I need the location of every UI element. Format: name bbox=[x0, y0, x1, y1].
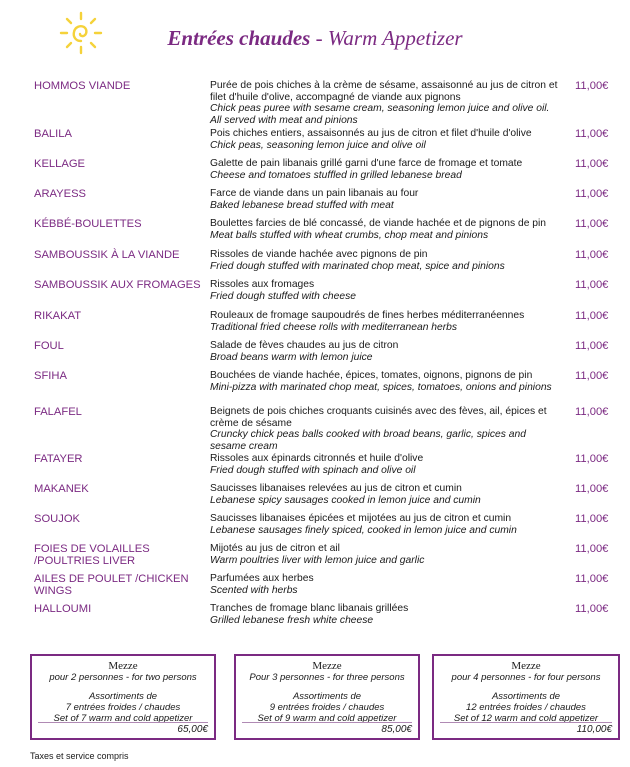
item-price: 11,00€ bbox=[575, 603, 609, 615]
item-desc-fr: Rouleaux de fromage saupoudrés de fines herbes méditerranéennes bbox=[210, 310, 525, 321]
menu-item bbox=[0, 128, 630, 156]
item-desc-fr: Galette de pain libanais grillé garni d'une farce de fromage et tomate bbox=[210, 158, 523, 169]
item-price: 11,00€ bbox=[575, 218, 609, 230]
mezze-divider bbox=[242, 722, 412, 723]
item-name: HOMMOS VIANDE bbox=[34, 80, 131, 92]
item-name: RIKAKAT bbox=[34, 310, 82, 322]
item-price: 11,00€ bbox=[575, 310, 609, 322]
item-name: SAMBOUSSIK AUX FROMAGES bbox=[34, 279, 201, 291]
item-name: KÉBBÉ-BOULETTES bbox=[34, 218, 142, 230]
item-desc-fr: Rissoles aux épinards citronnés et huile d'olive bbox=[210, 453, 424, 464]
item-name: SAMBOUSSIK À LA VIANDE bbox=[34, 249, 180, 261]
item-description bbox=[210, 513, 562, 536]
menu-item bbox=[0, 370, 630, 404]
item-desc-en: Lebanese spicy sausages cooked in lemon juice and cumin bbox=[210, 494, 481, 506]
item-price: 11,00€ bbox=[575, 158, 609, 170]
item-desc-en: Fried dough stuffed with spinach and olive oil bbox=[210, 464, 416, 476]
mezze-assort-3: Set of 9 warm and cold appetizer bbox=[257, 713, 397, 724]
mezze-box-4 bbox=[432, 654, 620, 740]
mezze-title: Mezze bbox=[312, 660, 342, 672]
item-desc-en: Cruncky chick peas balls cooked with broad beans, garlic, spices and sesame cream bbox=[210, 429, 526, 452]
item-desc-fr: Beignets de pois chiches croquants cuisinés avec des fèves, ail, épices et crème de sésame bbox=[210, 406, 547, 429]
mezze-persons: pour 2 personnes - for two persons bbox=[49, 672, 197, 683]
menu-item bbox=[0, 188, 630, 216]
item-desc-fr: Mijotés au jus de citron et ail bbox=[210, 543, 340, 554]
item-price: 11,00€ bbox=[575, 80, 609, 92]
item-price: 11,00€ bbox=[575, 513, 609, 525]
menu-item bbox=[0, 483, 630, 511]
menu-item bbox=[0, 310, 630, 338]
item-description bbox=[210, 370, 562, 393]
menu-item bbox=[0, 513, 630, 541]
mezze-divider bbox=[440, 722, 612, 723]
item-description bbox=[210, 483, 562, 506]
item-desc-fr: Farce de viande dans un pain libanais au four bbox=[210, 188, 419, 199]
item-name: FOIES DE VOLAILLES /POULTRIES LIVER bbox=[34, 543, 150, 567]
item-desc-en: Meat balls stuffed with wheat crumbs, chop meat and pinions bbox=[210, 229, 489, 241]
mezze-assort-2: 9 entrées froides / chaudes bbox=[269, 702, 385, 713]
mezze-assort-1: Assortiments de bbox=[88, 691, 158, 702]
menu-item bbox=[0, 573, 630, 601]
menu-item bbox=[0, 406, 630, 452]
item-price: 11,00€ bbox=[575, 543, 609, 555]
item-name: SFIHA bbox=[34, 370, 67, 382]
mezze-persons: pour 4 personnes - for four persons bbox=[451, 672, 601, 683]
item-description bbox=[210, 573, 562, 596]
item-desc-en: Fried dough stuffed with marinated chop meat, spice and pinions bbox=[210, 260, 505, 272]
menu-item bbox=[0, 218, 630, 246]
item-desc-fr: Rissoles aux fromages bbox=[210, 279, 315, 290]
item-desc-en: Chick peas, seasoning lemon juice and olive oil bbox=[210, 139, 426, 151]
menu-item bbox=[0, 279, 630, 307]
item-desc-fr: Parfumées aux herbes bbox=[210, 573, 314, 584]
item-description bbox=[210, 543, 562, 566]
item-desc-en: Scented with herbs bbox=[210, 584, 298, 596]
mezze-price: 85,00€ bbox=[381, 724, 412, 735]
menu-item bbox=[0, 249, 630, 277]
page-title bbox=[0, 26, 630, 51]
item-description bbox=[210, 188, 562, 211]
item-desc-en: Lebanese sausages finely spiced, cooked in lemon juice and cumin bbox=[210, 524, 517, 536]
item-price: 11,00€ bbox=[575, 128, 609, 140]
item-desc-en: Mini-pizza with marinated chop meat, spices, tomatoes, onions and pinions bbox=[210, 381, 552, 393]
item-description bbox=[210, 310, 562, 333]
item-name: MAKANEK bbox=[34, 483, 89, 495]
footer-note: Taxes et service compris bbox=[30, 751, 129, 761]
title-en: Warm Appetizer bbox=[327, 26, 463, 50]
menu-item bbox=[0, 603, 630, 631]
mezze-assort-2: 7 entrées froides / chaudes bbox=[65, 702, 181, 713]
item-name: FATAYER bbox=[34, 453, 83, 465]
title-fr: Entrées chaudes bbox=[167, 26, 311, 50]
mezze-box-3 bbox=[234, 654, 420, 740]
mezze-divider bbox=[38, 722, 208, 723]
mezze-title: Mezze bbox=[511, 660, 541, 672]
mezze-price: 65,00€ bbox=[177, 724, 208, 735]
item-description bbox=[210, 128, 562, 151]
item-name: SOUJOK bbox=[34, 513, 81, 525]
item-name: FALAFEL bbox=[34, 406, 82, 418]
item-description bbox=[210, 249, 562, 272]
item-desc-en: Traditional fried cheese rolls with mediterranean herbs bbox=[210, 321, 458, 333]
item-desc-fr: Tranches de fromage blanc libanais grillées bbox=[210, 603, 409, 614]
item-desc-fr: Purée de pois chiches à la crème de sésame, assaisonné au jus de citron et filet d'huile d'olive, accompagné de viande aux pignons bbox=[210, 80, 558, 103]
menu-item bbox=[0, 158, 630, 186]
item-desc-fr: Boulettes farcies de blé concassé, de viande hachée et de pignons de pin bbox=[210, 218, 547, 229]
item-price: 11,00€ bbox=[575, 249, 609, 261]
item-price: 11,00€ bbox=[575, 370, 609, 382]
item-price: 11,00€ bbox=[575, 573, 609, 585]
menu-item bbox=[0, 543, 630, 571]
mezze-assort-2: 12 entrées froides / chaudes bbox=[466, 702, 586, 713]
item-description bbox=[210, 603, 562, 626]
item-description bbox=[210, 158, 562, 181]
item-name: FOUL bbox=[34, 340, 64, 352]
item-name: HALLOUMI bbox=[34, 603, 92, 615]
item-desc-fr: Saucisses libanaises relevées au jus de citron et cumin bbox=[210, 483, 462, 494]
item-name: ARAYESS bbox=[34, 188, 87, 200]
item-desc-fr: Bouchées de viande hachée, épices, tomates, oignons, pignons de pin bbox=[210, 370, 533, 381]
item-desc-en: Cheese and tomatoes stuffled in grilled lebanese bread bbox=[210, 169, 462, 181]
mezze-assort-3: Set of 7 warm and cold appetizer bbox=[53, 713, 193, 724]
item-name: KELLAGE bbox=[34, 158, 85, 170]
item-price: 11,00€ bbox=[575, 406, 609, 418]
item-description bbox=[210, 80, 562, 126]
mezze-price: 110,00€ bbox=[576, 724, 612, 735]
item-description bbox=[210, 218, 562, 241]
item-description bbox=[210, 340, 562, 363]
title-dash: - bbox=[310, 26, 328, 50]
item-description bbox=[210, 279, 562, 302]
mezze-box-2 bbox=[30, 654, 216, 740]
item-name: AILES DE POULET /CHICKEN WINGS bbox=[34, 573, 189, 597]
item-name: BALILA bbox=[34, 128, 72, 140]
mezze-title: Mezze bbox=[108, 660, 138, 672]
item-description bbox=[210, 406, 562, 452]
item-price: 11,00€ bbox=[575, 453, 609, 465]
item-desc-en: Fried dough stuffed with cheese bbox=[210, 290, 356, 302]
item-description bbox=[210, 453, 562, 476]
item-desc-fr: Pois chiches entiers, assaisonnés au jus de citron et filet d'huile d'olive bbox=[210, 128, 532, 139]
menu-item bbox=[0, 80, 630, 126]
item-desc-en: Chick peas puree with sesame cream, seasoning lemon juice and olive oil. All served with meat and pinions bbox=[210, 103, 550, 126]
item-desc-en: Grilled lebanese fresh white cheese bbox=[210, 614, 374, 626]
item-price: 11,00€ bbox=[575, 279, 609, 291]
item-price: 11,00€ bbox=[575, 340, 609, 352]
item-price: 11,00€ bbox=[575, 483, 609, 495]
menu-item bbox=[0, 340, 630, 368]
mezze-assort-1: Assortiments de bbox=[491, 691, 561, 702]
item-desc-fr: Rissoles de viande hachée avec pignons de pin bbox=[210, 249, 428, 260]
mezze-persons: Pour 3 personnes - for three persons bbox=[249, 672, 405, 683]
mezze-assort-1: Assortiments de bbox=[292, 691, 362, 702]
item-desc-en: Baked lebanese bread stuffed with meat bbox=[210, 199, 394, 211]
item-desc-fr: Salade de fèves chaudes au jus de citron bbox=[210, 340, 399, 351]
item-price: 11,00€ bbox=[575, 188, 609, 200]
item-desc-fr: Saucisses libanaises épicées et mijotées au jus de citron et cumin bbox=[210, 513, 512, 524]
mezze-assort-3: Set of 12 warm and cold appetizer bbox=[453, 713, 599, 724]
item-desc-en: Broad beans warm with lemon juice bbox=[210, 351, 373, 363]
menu-item bbox=[0, 453, 630, 481]
item-desc-en: Warm poultries liver with lemon juice and garlic bbox=[210, 554, 425, 566]
